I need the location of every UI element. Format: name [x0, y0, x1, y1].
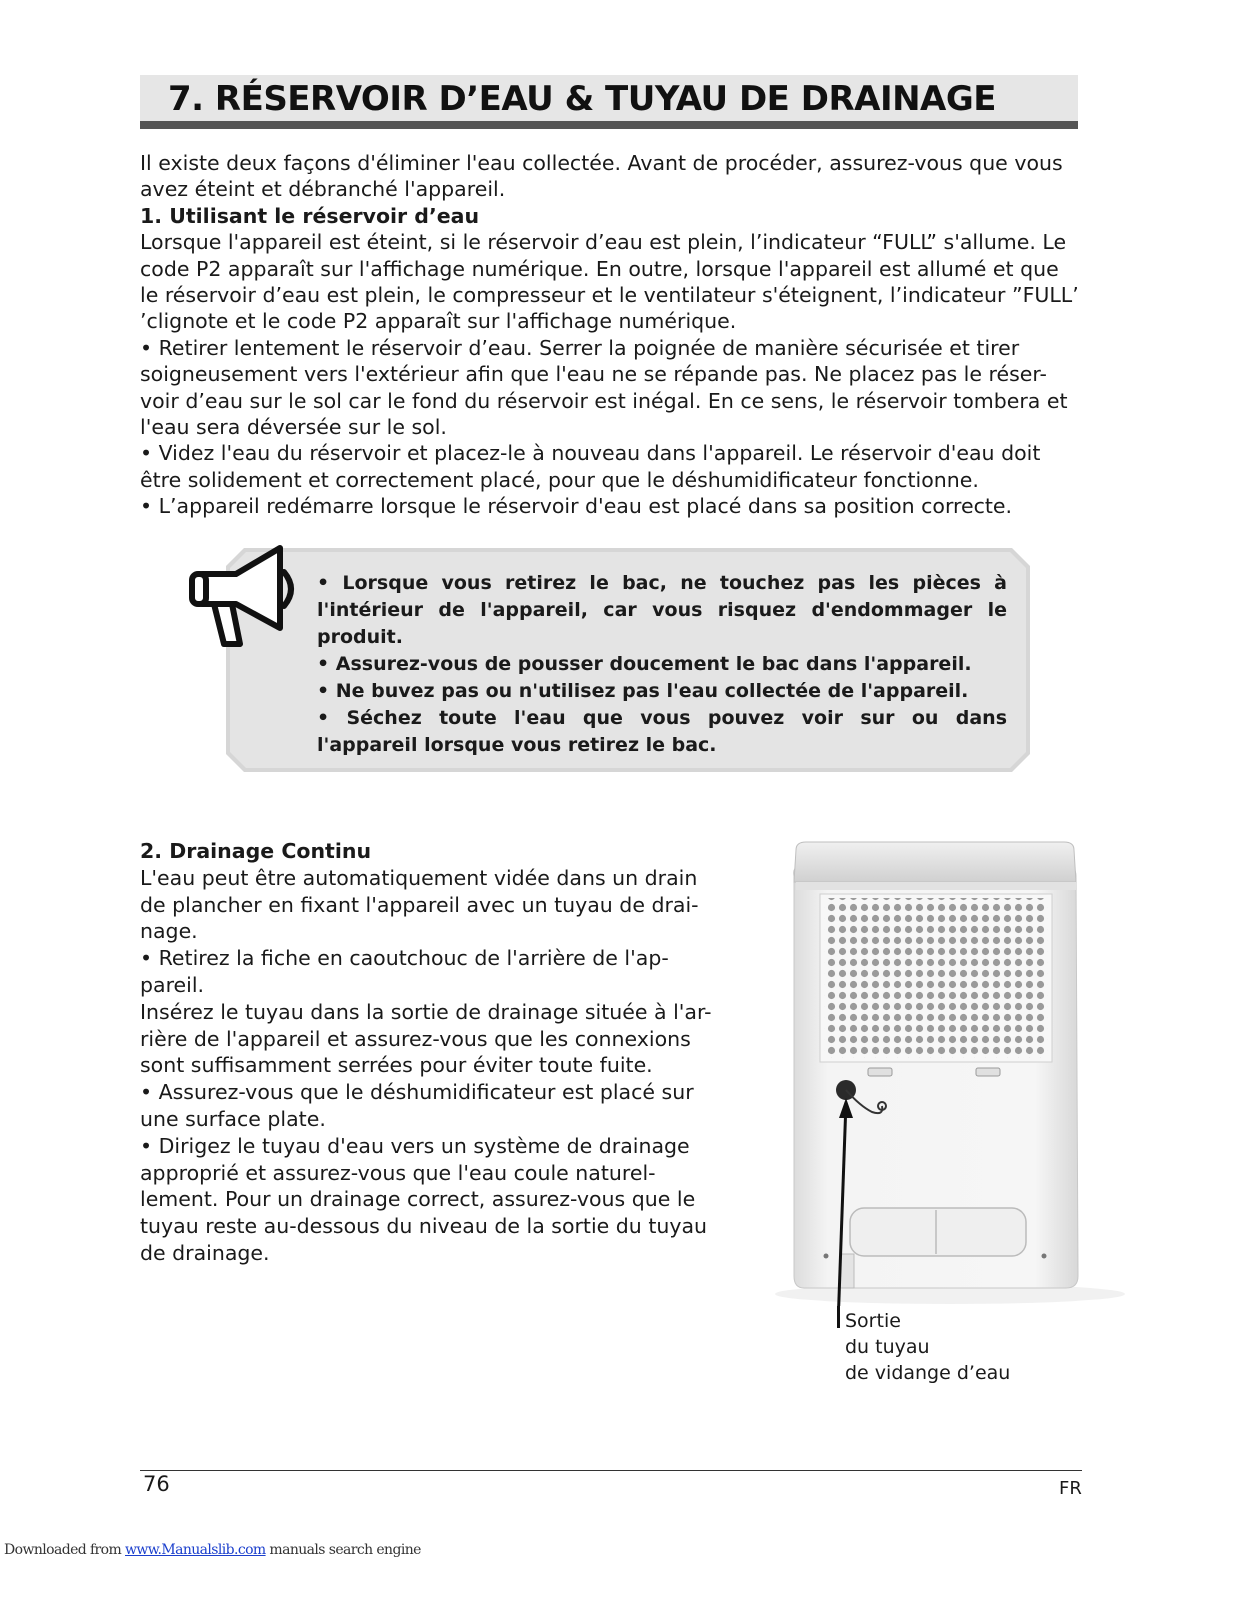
footer-divider [140, 1470, 1082, 1471]
tank-bullet: • Videz l'eau du réservoir et placez-le à nouveau dans l'appareil. Le réservoir d'eau doit être solidement et correctement placé, pour que le déshumidificateur fonctionne. [140, 441, 1041, 492]
page-number: 76 [143, 1472, 170, 1496]
intro-paragraph: Il existe deux façons d'éliminer l'eau collectée. Avant de procéder, assurez-vous que vous avez éteint et débranché l'appareil. [140, 151, 1063, 202]
drain-paragraph: L'eau peut être automatiquement vidée dans un drain de plancher en fixant l'appareil avec un tuyau de drai-nage. [140, 865, 699, 944]
caption-line: du tuyau [845, 1336, 930, 1358]
caption-pointer-line [837, 1306, 840, 1328]
caption-line: de vidange d’eau [845, 1362, 1011, 1384]
drain-paragraph: Insérez le tuyau dans la sortie de drainage située à l'ar-rière de l'appareil et assurez-vous que les connexions sont suffisamment serrées pour éviter toute fuite. [140, 999, 712, 1078]
download-note [4, 1542, 421, 1558]
warning-item: • Assurez-vous de pousser doucement le bac dans l'appareil. [317, 653, 972, 675]
tank-bullet: • L’appareil redémarre lorsque le réservoir d'eau est placé dans sa position correcte. [140, 494, 1013, 519]
download-note-suffix: manuals search engine [265, 1542, 421, 1558]
warning-item: • Lorsque vous retirez le bac, ne touchez pas les pièces à l'intérieur de l'appareil, car vous risquez d'endommager le produit. [317, 572, 1007, 648]
body-text [140, 150, 1080, 520]
language-code: FR [1059, 1478, 1082, 1499]
tank-section-paragraph: Lorsque l'appareil est éteint, si le réservoir d’eau est plein, l’indicateur “FULL” s'allume. Le code P2 apparaît sur l'affichage numérique. En outre, lorsque l'appareil est allumé et que le réservoir d’eau est plein, le compresseur et le ventilateur s'éteignent, l’indicateur ”FULL’ ’clignote et le code P2 apparaît sur l'affichage numérique. [140, 230, 1079, 334]
dehumidifier-rear-image [760, 836, 1140, 1306]
drain-section-title: 2. Drainage Continu [140, 839, 372, 863]
drain-paragraph: • Assurez-vous que le déshumidificateur est placé sur une surface plate. [140, 1080, 694, 1131]
tank-section-title: 1. Utilisant le réservoir d’eau [140, 203, 480, 228]
figure-caption [845, 1308, 1045, 1386]
megaphone-icon [188, 544, 304, 652]
section-header [140, 75, 1078, 129]
drain-paragraph: • Retirez la fiche en caoutchouc de l'arrière de l'ap-pareil. [140, 946, 669, 997]
download-note-prefix: Downloaded from [4, 1542, 125, 1558]
manualslib-link[interactable]: www.Manualslib.com [125, 1542, 266, 1558]
warning-item: • Ne buvez pas ou n'utilisez pas l'eau collectée de l'appareil. [317, 680, 969, 702]
warning-text [317, 570, 1007, 759]
drain-paragraph: • Dirigez le tuyau d'eau vers un système de drainage approprié et assurez-vous que l'eau coule naturel-lement. Pour un drainage correct, assurez-vous que le tuyau reste au-dessous du niveau de la sortie du tuyau de drainage. [140, 1133, 708, 1265]
drain-section [140, 838, 712, 1267]
caption-line: Sortie [845, 1310, 901, 1332]
section-title: 7. RÉSERVOIR D’EAU & TUYAU DE DRAINAGE [168, 79, 996, 119]
tank-bullet: • Retirer lentement le réservoir d’eau. Serrer la poignée de manière sécurisée et tirer soigneusement vers l'extérieur afin que l'eau ne se répande pas. Ne placez pas le réser-voir d’eau sur le sol car le fond du réservoir est inégal. En ce sens, le réservoir tombera et l'eau sera déversée sur le sol. [140, 335, 1068, 440]
warning-item: • Séchez toute l'eau que vous pouvez voir sur ou dans l'appareil lorsque vous retirez le bac. [317, 707, 1007, 756]
